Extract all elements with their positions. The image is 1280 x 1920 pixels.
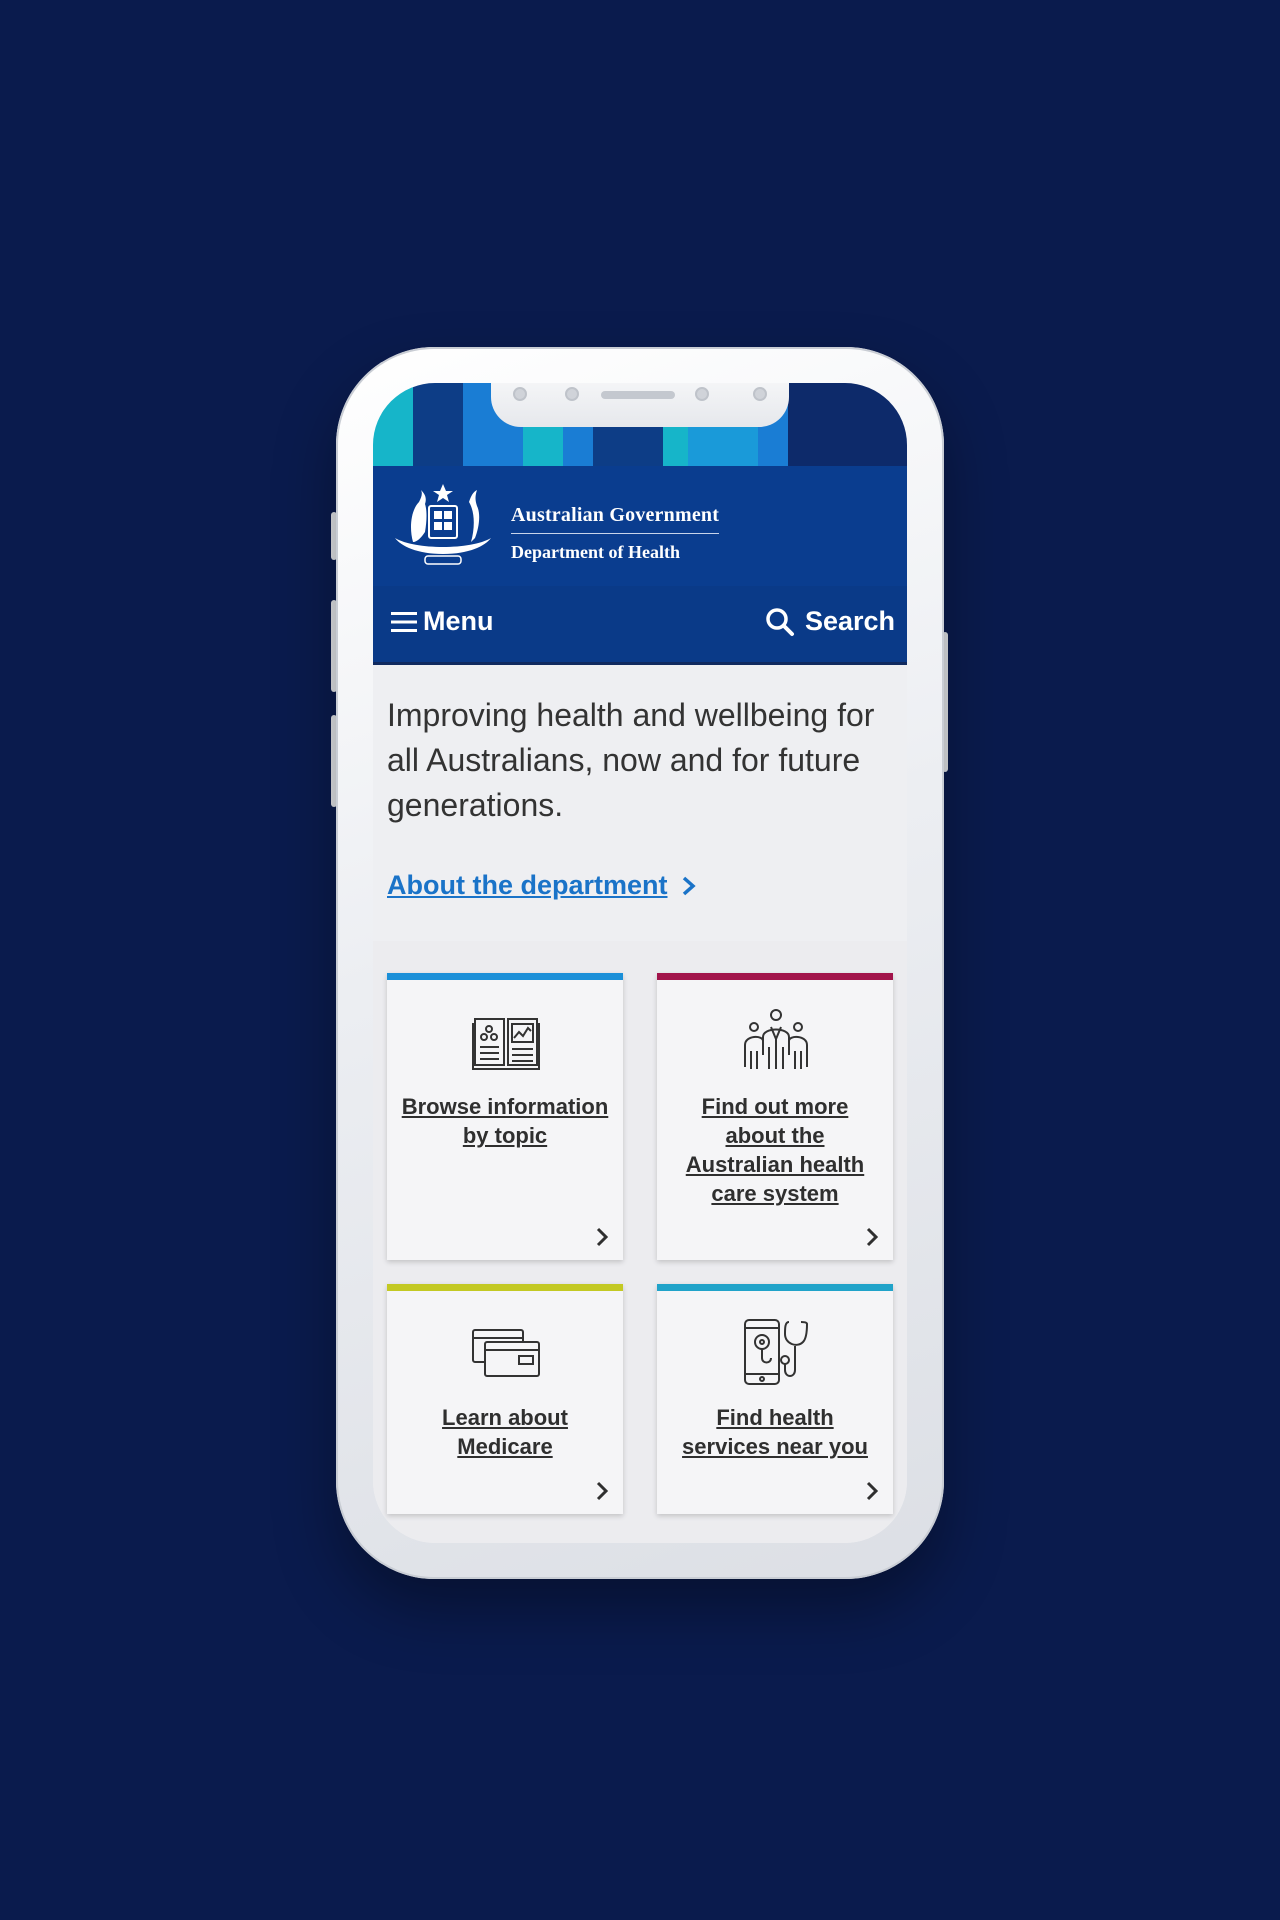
- about-link-label: About the department: [387, 870, 668, 900]
- card-title: Find out more about the Australian health care system: [685, 1094, 865, 1206]
- book-icon: [471, 1007, 541, 1077]
- coat-of-arms-icon[interactable]: [385, 480, 501, 570]
- sensor-icon: [565, 387, 579, 401]
- camera-icon: [695, 387, 709, 401]
- search-label: Search: [804, 606, 895, 636]
- dept-name: Department of Health: [511, 542, 680, 562]
- cards-icon: [471, 1318, 541, 1388]
- speaker-grille: [601, 391, 675, 399]
- card-browse-topic[interactable]: [387, 973, 623, 1260]
- phone-stethoscope-icon: [741, 1318, 811, 1388]
- card-title: Find health services near you: [682, 1405, 868, 1459]
- search-icon: [765, 607, 795, 637]
- card-accent-bar: [657, 973, 893, 980]
- card-medicare[interactable]: [387, 1284, 623, 1514]
- search-button[interactable]: [765, 606, 895, 637]
- sensor-icon: [513, 387, 527, 401]
- card-accent-bar: [387, 1284, 623, 1291]
- chevron-right-icon: [865, 1226, 879, 1248]
- gov-name: Australian Government: [511, 504, 719, 534]
- notch: [491, 383, 789, 427]
- about-department-link[interactable]: [387, 870, 698, 901]
- chevron-right-icon: [680, 875, 698, 897]
- card-title: Learn about Medicare: [442, 1405, 568, 1459]
- card-health-services[interactable]: [657, 1284, 893, 1514]
- people-icon: [741, 1007, 811, 1077]
- chevron-right-icon: [865, 1480, 879, 1502]
- phone-screen: [373, 383, 907, 1543]
- card-title: Browse information by topic: [401, 1094, 609, 1148]
- card-accent-bar: [387, 973, 623, 980]
- sensor-icon: [753, 387, 767, 401]
- chevron-right-icon: [595, 1480, 609, 1502]
- card-health-care-system[interactable]: [657, 973, 893, 1260]
- chevron-right-icon: [595, 1226, 609, 1248]
- nav-bar: [373, 586, 907, 665]
- hero-section: [373, 665, 907, 941]
- card-grid: [373, 941, 907, 1543]
- hero-text: Improving health and wellbeing for all Australians, now and for future generations.: [387, 697, 875, 823]
- menu-label: Menu: [423, 606, 494, 636]
- hamburger-icon: [391, 610, 419, 634]
- site-header: [373, 466, 907, 586]
- menu-button[interactable]: [391, 606, 494, 637]
- card-accent-bar: [657, 1284, 893, 1291]
